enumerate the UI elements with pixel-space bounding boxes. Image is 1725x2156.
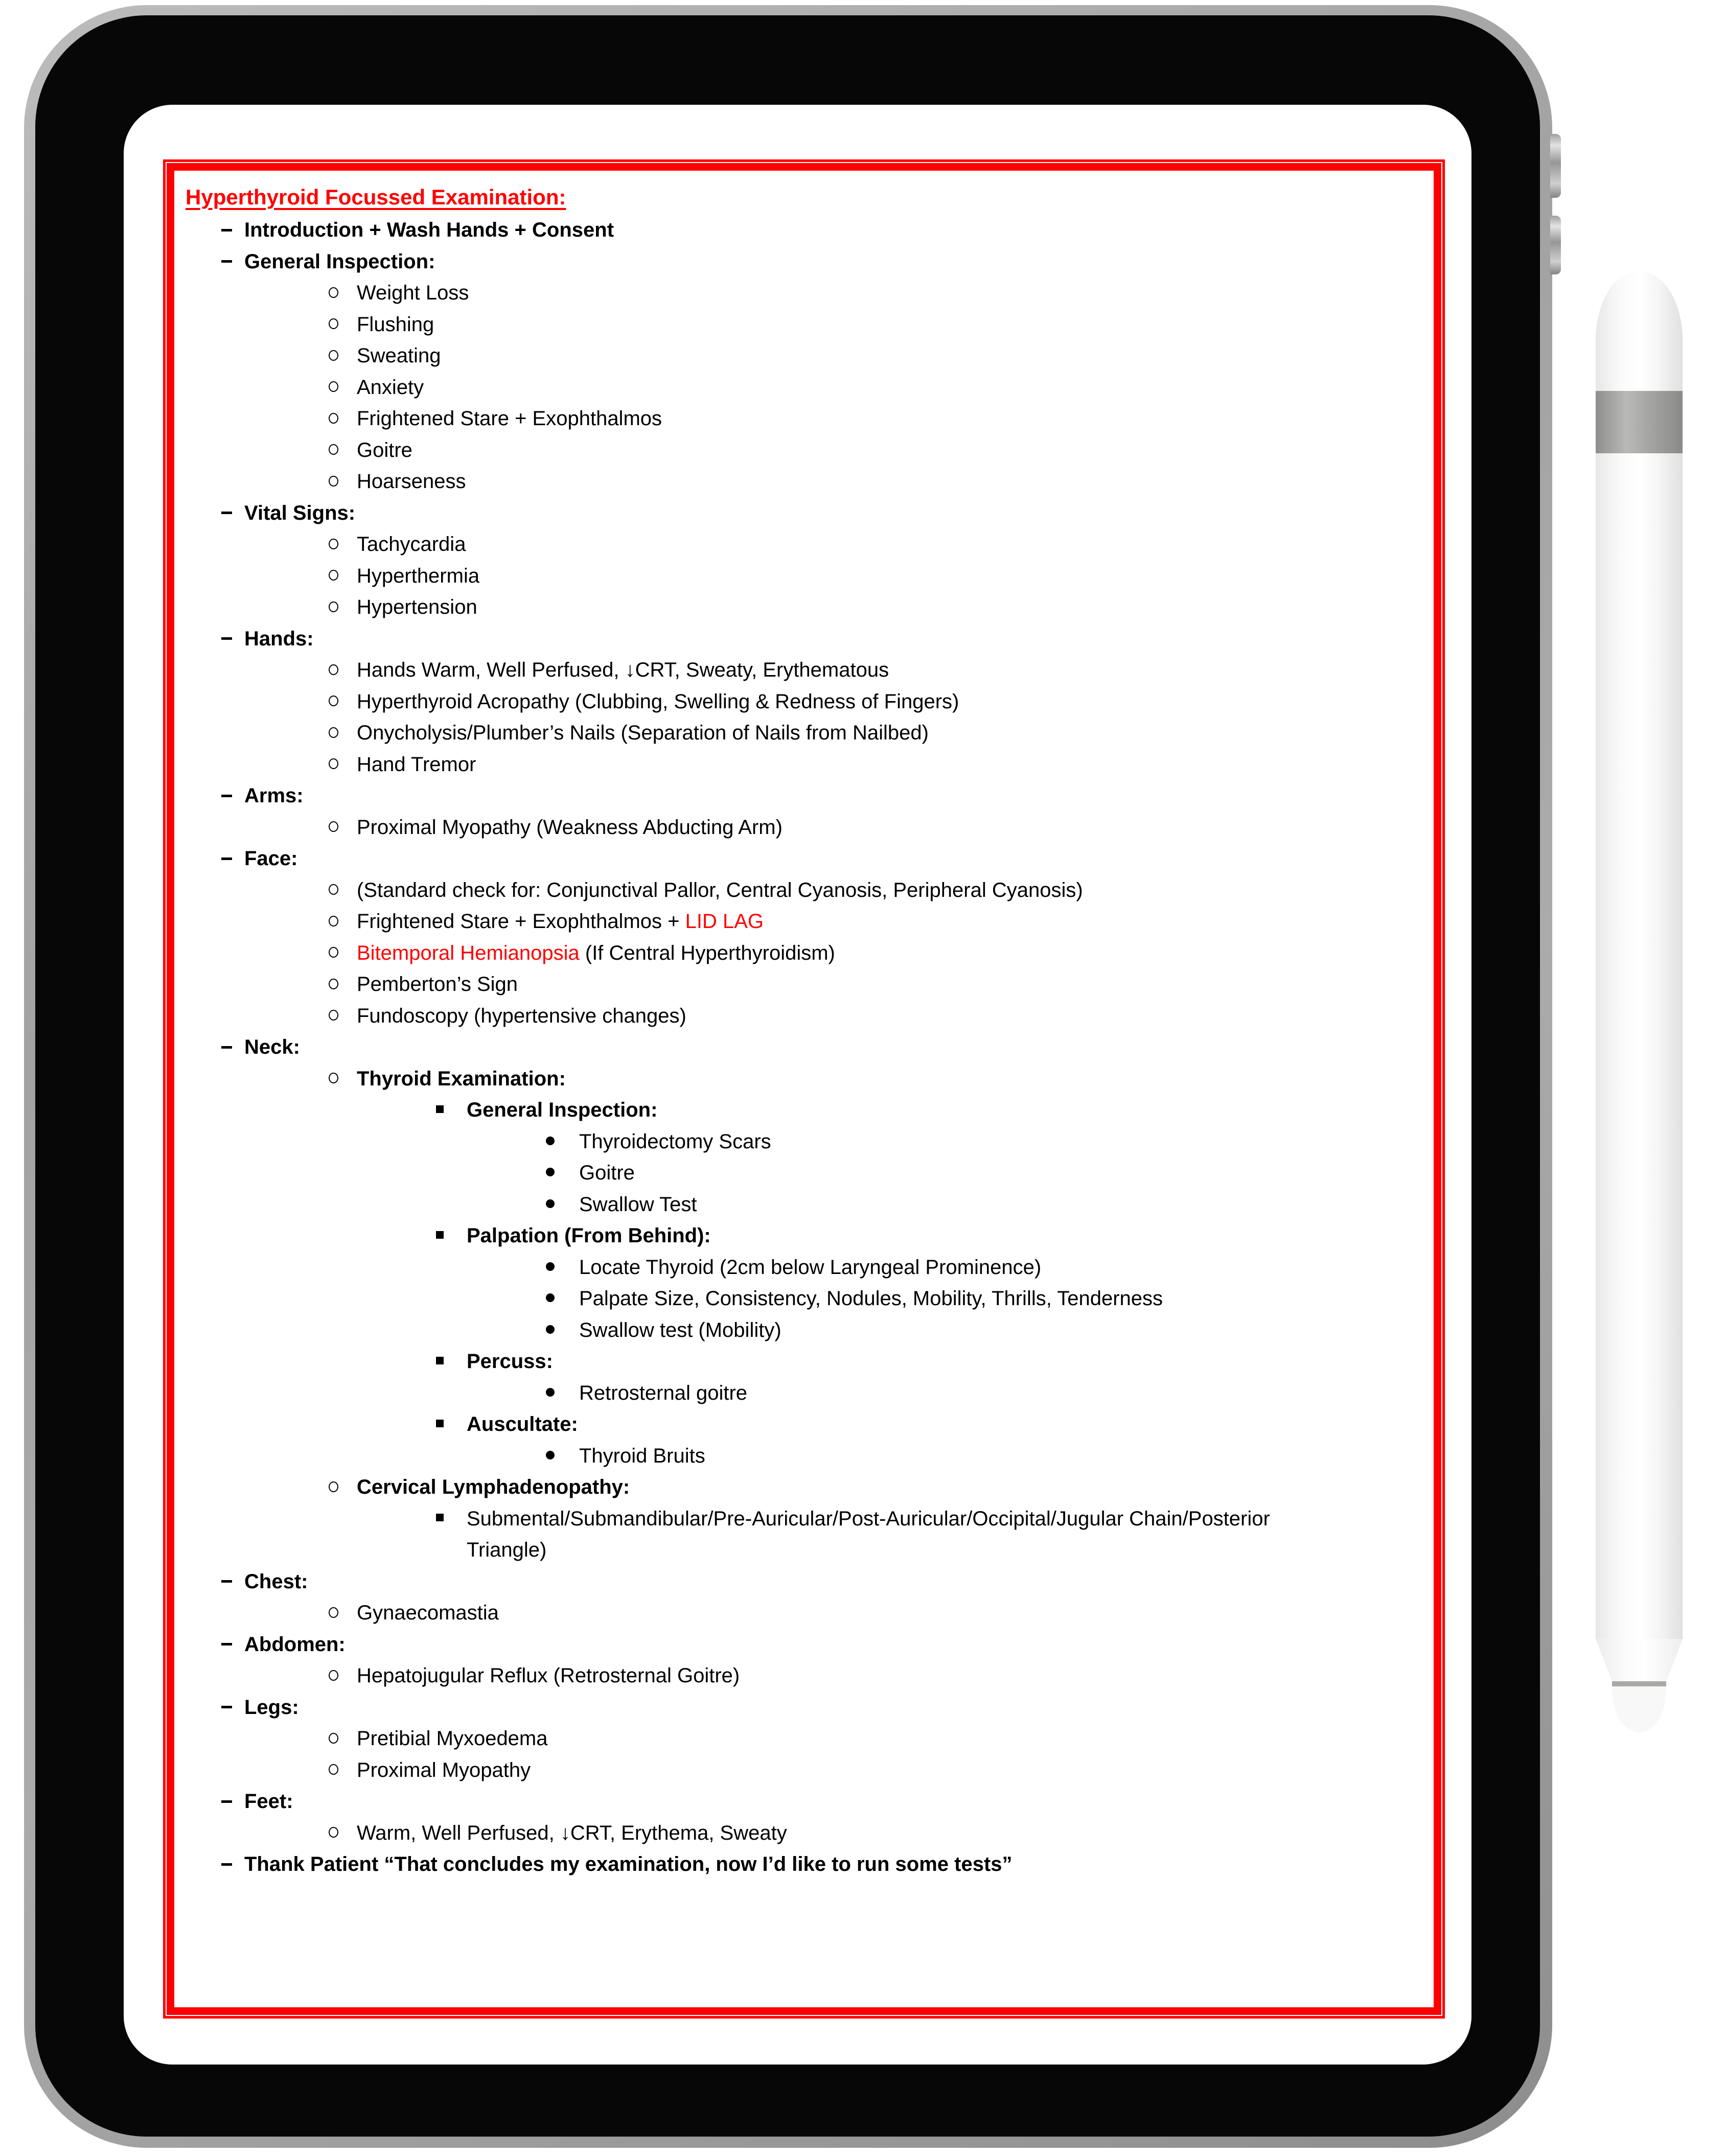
item-text: Warm, Well Perfused, ↓CRT, Erythema, Sweaty: [357, 1821, 787, 1844]
circle-bullet: [329, 435, 357, 467]
item-text: Bitemporal Hemianopsia (If Central Hyperthyroidism): [357, 941, 835, 964]
list-item: [186, 655, 1418, 686]
item-text: Auscultate:: [467, 1413, 578, 1435]
list-item: [186, 1220, 1418, 1252]
list-item: [186, 1818, 1418, 1849]
disc-bullet: [546, 1441, 579, 1472]
list-item: [186, 1001, 1418, 1032]
item-text: General Inspection:: [467, 1099, 658, 1121]
circle-bullet: [329, 1755, 357, 1787]
list-item: [186, 246, 1418, 278]
item-text: Thank Patient “That concludes my examination, now I’d like to run some tests”: [244, 1853, 1013, 1875]
square-bullet: [436, 1503, 467, 1566]
item-text: Chest:: [244, 1570, 308, 1593]
item-text: Hoarseness: [357, 470, 466, 493]
pencil-body: [1596, 271, 1683, 1639]
list-item: [186, 1786, 1418, 1818]
circle-bullet: [329, 1723, 357, 1755]
document-page: [174, 171, 1434, 2007]
list-item: [186, 1032, 1418, 1063]
square-bullet: [436, 1409, 467, 1441]
list-item: [186, 1692, 1418, 1724]
dash-bullet: [221, 246, 244, 278]
item-text: Proximal Myopathy (Weakness Abducting Arm): [357, 816, 783, 839]
disc-bullet: [546, 1189, 579, 1221]
list-item: [186, 372, 1418, 404]
item-text: Palpate Size, Consistency, Nodules, Mobility, Thrills, Tenderness: [579, 1287, 1163, 1310]
item-text: Feet:: [244, 1790, 293, 1813]
item-text: Hands Warm, Well Perfused, ↓CRT, Sweaty, Erythematous: [357, 659, 889, 681]
list-item: [186, 717, 1418, 749]
item-text: Percuss:: [467, 1350, 553, 1373]
item-text: Frightened Stare + Exophthalmos + LID LAG: [357, 910, 764, 933]
circle-bullet: [329, 340, 357, 372]
circle-bullet: [329, 1001, 357, 1032]
tablet-screen: [124, 105, 1471, 2065]
list-item: [186, 969, 1418, 1001]
item-text: (Standard check for: Conjunctival Pallor, Central Cyanosis, Peripheral Cyanosis): [357, 878, 1083, 901]
list-item: [186, 875, 1418, 907]
item-text: Thyroidectomy Scars: [579, 1130, 771, 1153]
item-text: Proximal Myopathy: [357, 1758, 531, 1781]
list-item: [186, 843, 1418, 875]
list-item: [186, 1629, 1418, 1661]
list-item: [186, 1660, 1418, 1692]
circle-bullet: [329, 466, 357, 498]
list-item: [186, 1755, 1418, 1787]
list-item: [186, 529, 1418, 561]
item-text: Arms:: [244, 784, 304, 807]
dash-bullet: [221, 1692, 244, 1724]
circle-bullet: [329, 1597, 357, 1629]
item-text: Hypertension: [357, 596, 477, 618]
list-item: [186, 906, 1418, 938]
item-text: Thyroid Bruits: [579, 1444, 705, 1467]
circle-bullet: [329, 1063, 357, 1095]
item-text: Cervical Lymphadenopathy:: [357, 1476, 630, 1498]
list-item: [186, 561, 1418, 592]
circle-bullet: [329, 717, 357, 749]
square-bullet: [436, 1346, 467, 1378]
pencil-taper: [1596, 1639, 1683, 1682]
item-text: Neck:: [244, 1036, 300, 1058]
item-text: General Inspection:: [244, 250, 435, 273]
item-text: Anxiety: [357, 376, 424, 399]
item-text: Pemberton’s Sign: [357, 973, 518, 995]
list-item: [186, 1472, 1418, 1503]
volume-up-button: [1550, 134, 1561, 198]
disc-bullet: [546, 1126, 579, 1158]
list-item: [186, 1503, 1418, 1566]
disc-bullet: [546, 1315, 579, 1347]
circle-bullet: [329, 592, 357, 623]
item-text: Introduction + Wash Hands + Consent: [244, 219, 614, 241]
dash-bullet: [221, 1629, 244, 1661]
circle-bullet: [329, 812, 357, 844]
list-item: [186, 1346, 1418, 1378]
circle-bullet: [329, 1472, 357, 1503]
item-text: Swallow test (Mobility): [579, 1318, 781, 1341]
item-text: Thyroid Examination:: [357, 1067, 566, 1090]
list-item: [186, 1723, 1418, 1755]
item-text: Vital Signs:: [244, 501, 356, 524]
circle-bullet: [329, 372, 357, 404]
list-item: [186, 403, 1418, 435]
item-text: Hyperthyroid Acropathy (Clubbing, Swelling & Redness of Fingers): [357, 690, 959, 713]
list-item: [186, 1283, 1418, 1315]
item-text: Legs:: [244, 1696, 299, 1719]
list-item: [186, 277, 1418, 309]
dash-bullet: [221, 843, 244, 875]
item-text: Face:: [244, 847, 298, 870]
item-text: Frightened Stare + Exophthalmos: [357, 407, 662, 430]
document-border-inner: [167, 163, 1441, 2015]
list-item: [186, 1189, 1418, 1221]
square-bullet: [436, 1095, 467, 1126]
pencil-tip-ring: [1612, 1681, 1666, 1686]
document-border: [163, 159, 1445, 2019]
list-item: [186, 1441, 1418, 1472]
dash-bullet: [221, 498, 244, 529]
pencil-tip: [1612, 1686, 1666, 1732]
list-item: [186, 1315, 1418, 1347]
circle-bullet: [329, 749, 357, 781]
item-text: Goitre: [357, 438, 412, 461]
item-text: Onycholysis/Plumber’s Nails (Separation of Nails from Nailbed): [357, 722, 929, 744]
circle-bullet: [329, 686, 357, 718]
circle-bullet: [329, 1660, 357, 1692]
item-text: Locate Thyroid (2cm below Laryngeal Prominence): [579, 1256, 1042, 1279]
dash-bullet: [221, 780, 244, 812]
item-text: Flushing: [357, 313, 434, 336]
item-text: Fundoscopy (hypertensive changes): [357, 1004, 686, 1027]
list-item: [186, 1126, 1418, 1158]
list-item: [186, 686, 1418, 718]
tablet-bezel: [35, 15, 1540, 2137]
item-text: Submental/Submandibular/Pre-Auricular/Post-Auricular/Occipital/Jugular Chain/Posterior Triangle): [467, 1507, 1270, 1561]
dash-bullet: [221, 1566, 244, 1598]
list-item: [186, 1378, 1418, 1409]
square-bullet: [436, 1220, 467, 1252]
list-item: [186, 340, 1418, 372]
list-item: [186, 1409, 1418, 1441]
list-item: [186, 592, 1418, 623]
list-item: [186, 1566, 1418, 1598]
item-text: Tachycardia: [357, 533, 466, 555]
list-item: [186, 1597, 1418, 1629]
circle-bullet: [329, 529, 357, 561]
item-text: Pretibial Myxoedema: [357, 1727, 548, 1750]
list-item: [186, 1849, 1418, 1881]
item-text: Hand Tremor: [357, 753, 476, 776]
item-text: Abdomen:: [244, 1633, 346, 1656]
dash-bullet: [221, 215, 244, 246]
dash-bullet: [221, 1032, 244, 1063]
list-item: [186, 780, 1418, 812]
volume-down-button: [1550, 216, 1561, 274]
list-item: [186, 435, 1418, 467]
item-text: Goitre: [579, 1162, 635, 1184]
circle-bullet: [329, 875, 357, 907]
apple-pencil: [1596, 271, 1683, 1735]
pencil-band: [1596, 391, 1683, 453]
item-text: Hepatojugular Reflux (Retrosternal Goitre): [357, 1664, 740, 1687]
item-text: Hyperthermia: [357, 564, 480, 587]
document-title: Hyperthyroid Focussed Examination:: [186, 185, 566, 209]
list-item: [186, 215, 1418, 246]
dash-bullet: [221, 623, 244, 655]
item-text: Palpation (From Behind):: [467, 1224, 711, 1247]
list-item: [186, 1063, 1418, 1095]
item-text: Sweating: [357, 344, 441, 367]
list-item: [186, 1157, 1418, 1189]
circle-bullet: [329, 1818, 357, 1849]
list-item: [186, 466, 1418, 498]
list-item: [186, 498, 1418, 529]
circle-bullet: [329, 906, 357, 938]
dash-bullet: [221, 1786, 244, 1818]
circle-bullet: [329, 309, 357, 341]
checklist: [186, 215, 1418, 1881]
circle-bullet: [329, 655, 357, 686]
circle-bullet: [329, 561, 357, 592]
disc-bullet: [546, 1283, 579, 1315]
item-text: Swallow Test: [579, 1193, 697, 1216]
disc-bullet: [546, 1157, 579, 1189]
circle-bullet: [329, 403, 357, 435]
list-item: [186, 749, 1418, 781]
list-item: [186, 623, 1418, 655]
circle-bullet: [329, 969, 357, 1001]
list-item: [186, 938, 1418, 969]
item-text: Hands:: [244, 627, 314, 650]
disc-bullet: [546, 1378, 579, 1409]
item-text: Retrosternal goitre: [579, 1381, 748, 1404]
tablet-device: [24, 5, 1552, 2148]
list-item: [186, 1252, 1418, 1284]
dash-bullet: [221, 1849, 244, 1881]
list-item: [186, 1095, 1418, 1126]
list-item: [186, 812, 1418, 844]
disc-bullet: [546, 1252, 579, 1284]
circle-bullet: [329, 938, 357, 969]
list-item: [186, 309, 1418, 341]
item-text: Gynaecomastia: [357, 1602, 499, 1624]
circle-bullet: [329, 277, 357, 309]
item-text: Weight Loss: [357, 282, 469, 304]
